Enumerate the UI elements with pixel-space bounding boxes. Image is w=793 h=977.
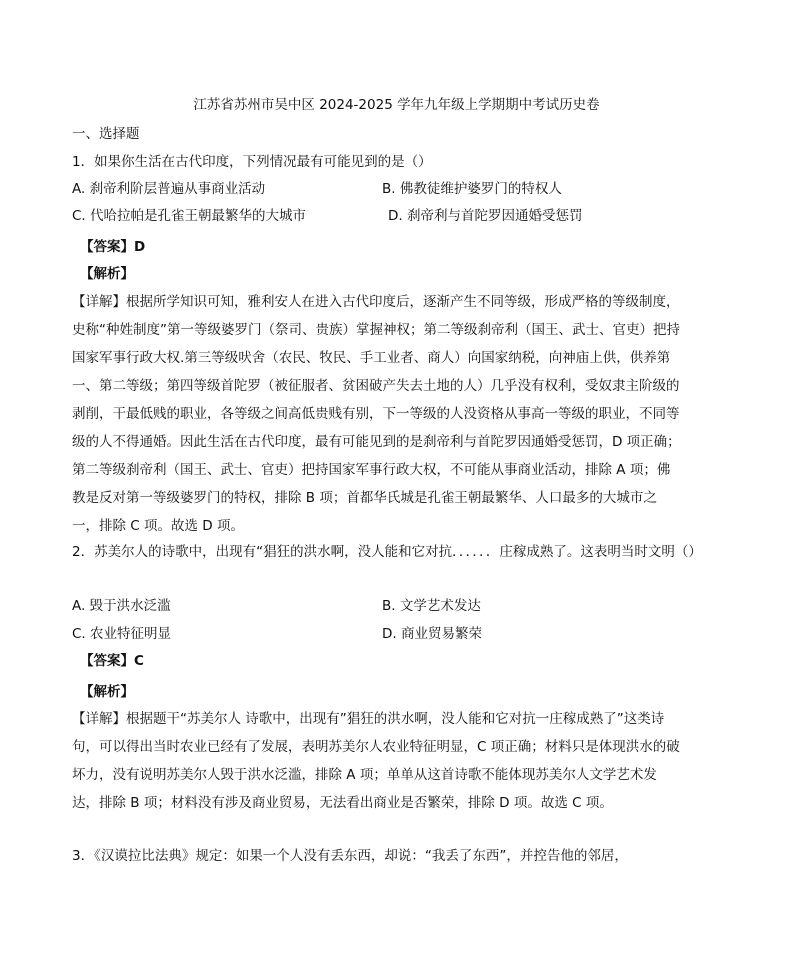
question-2-answer: 【答案】C (80, 653, 144, 669)
question-2-option-b: B. 文学艺术发达 (382, 598, 481, 614)
question-1-detail: 【详解】根据所学知识可知，雅利安人在进入古代印度后，逐渐产生不同等级，形成严格的等级制度，史称“种姓制度”第一等级婆罗门（祭司、贵族）掌握神权；第二等级刹帝利（国王、武士、官吏）把持国家军事行政大权.第三等级吠舍（农民、牧民、手工业者、商人）向国家纳税，向神庙上供，供养第一、第二等级；第四等级首陀罗（被征服者、贫困破产失去土地的人）几乎没有权利，受奴隶主阶级的剥削，干最低贱的职业，各等级之间高低贵贱有别，下一等级的人没资格从事高一等级的职业，不同等级的人不得通婚。因此生活在古代印度，最有可能见到的是刹帝利与首陀罗因通婚受惩罚，D 项正确；第二等级刹帝利（国王、武士、官吏）把持国家军事行政大权，不可能从事商业活动，排除 A 项；佛教是反对第一等级婆罗门的特权，排除 B 项；首都华氏城是孔雀王朝最繁华、人口最多的大城市之一，排除 C 项。故选 D 项。 (72, 294, 681, 534)
question-2-analysis-label: 【解析】 (80, 684, 134, 700)
question-2-option-a: A. 毁于洪水泛滥 (72, 598, 171, 614)
question-2-stem: 2．苏美尔人的诗歌中，出现有“猖狂的洪水啊，没人能和它对抗．．．．．．庄稼成熟了。这表明当时文明（） (72, 544, 702, 560)
question-3-stem: 3．《汉谟拉比法典》规定：如果一个人没有丢东西，却说：“我丢了东西”，并控告他的邻居， (72, 848, 628, 864)
question-1-stem: 1．如果你生活在古代印度，下列情况最有可能见到的是（） (72, 154, 432, 170)
document-title: 江苏省苏州市吴中区 2024-2025 学年九年级上学期期中考试历史卷 (193, 97, 600, 113)
question-1-analysis-label: 【解析】 (80, 266, 134, 282)
question-1-option-d: D. 刹帝利与首陀罗因通婚受惩罚 (388, 208, 583, 224)
question-1-option-c: C. 代哈拉帕是孔雀王朝最繁华的大城市 (72, 208, 307, 224)
question-2-option-d: D. 商业贸易繁荣 (382, 626, 482, 642)
question-1-option-a: A. 刹帝利阶层普遍从事商业活动 (72, 181, 266, 197)
question-1-option-b: B. 佛教徒维护婆罗门的特权人 (382, 181, 562, 197)
question-2-detail: 【详解】根据题干“苏美尔人 诗歌中，出现有”猖狂的洪水啊，没人能和它对抗一庄稼成熟了”这类诗句，可以得出当时农业已经有了发展，表明苏美尔人农业特征明显，C 项正确；材料只是体现洪水的破坏力，没有说明苏美尔人毁于洪水泛滥，排除 A 项；单单从这首诗歌不能体现苏美尔人文学艺术发达，排除 B 项；材料没有涉及商业贸易，无法看出商业是否繁荣，排除 D 项。故选 C 项。 (72, 711, 680, 811)
question-1-answer: 【答案】D (80, 239, 146, 255)
section-heading: 一、选择题 (72, 126, 140, 142)
question-2-option-c: C. 农业特征明显 (72, 626, 172, 642)
